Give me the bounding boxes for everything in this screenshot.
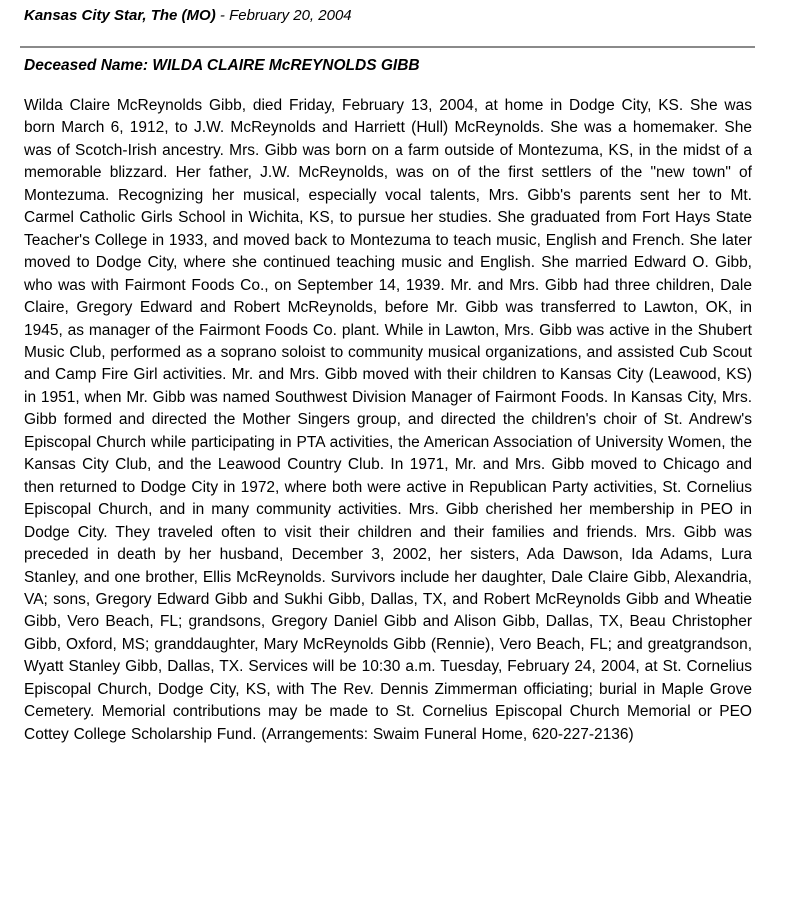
publication-name: Kansas City Star, The (MO)	[24, 7, 216, 24]
deceased-name-heading: Deceased Name: WILDA CLAIRE McREYNOLDS GIBB	[24, 57, 420, 74]
header-divider	[20, 46, 755, 48]
publication-date: February 20, 2004	[229, 7, 352, 24]
obituary-text: Wilda Claire McReynolds Gibb, died Friday, February 13, 2004, at home in Dodge City, KS. She was born March 6, 1912, to J.W. McReynolds and Harriett (Hull) McReynolds. She was a homemaker. She was of Scotch-Irish ancestry. Mrs. Gibb was born on a farm outside of Montezuma, KS, in the midst of a memorable blizzard. Her father, J.W. McReynolds, was on of the first settlers of the "new town" of Montezuma. Recognizing her musical, especially vocal talents, Mrs. Gibb's parents sent her to Mt. Carmel Catholic Girls School in Wichita, KS, to pursue her studies. She graduated from Fort Hays State Teacher's College in 1933, and moved back to Montezuma to teach music, English and French. She later moved to Dodge City, where she continued teaching music and English. She married Edward O. Gibb, who was with Fairmont Foods Co., on September 14, 1939. Mr. and Mrs. Gibb had three children, Dale Claire, Gregory Edward and Robert McReynolds, before Mr. Gibb was transferred to Lawton, OK, in 1945, as manager of the Fairmont Foods Co. plant. While in Lawton, Mrs. Gibb was active in the Shubert Music Club, performed as a soprano soloist to community musical organizations, and assisted Cub Scout and Camp Fire Girl activities. Mr. and Mrs. Gibb moved with their children to Kansas City (Leawood, KS) in 1951, when Mr. Gibb was named Southwest Division Manager of Fairmont Foods. In Kansas City, Mrs. Gibb formed and directed the Mother Singers group, and directed the children's choir of St. Andrew's Episcopal Church while participating in PTA activities, the American Association of University Women, the Kansas City Club, and the Leawood Country Club. In 1971, Mr. and Mrs. Gibb moved to Chicago and then returned to Dodge City in 1972, where both were active in Republican Party activities, St. Cornelius Episcopal Church, and in many community activities. Mrs. Gibb cherished her membership in PEO in Dodge City. They traveled often to visit their children and their families and friends. Mrs. Gibb was preceded in death by her husband, December 3, 2002, her sisters, Ada Dawson, Ida Adams, Lura Stanley, and one brother, Ellis McReynolds. Survivors include her daughter, Dale Claire Gibb, Alexandria, VA; sons, Gregory Edward Gibb and Sukhi Gibb, Dallas, TX, and Robert McReynolds Gibb and Wheatie Gibb, Vero Beach, FL; grandsons, Gregory Daniel Gibb and Alison Gibb, Dallas, TX, Beau Christopher Gibb, Oxford, MS; granddaughter, Mary McReynolds Gibb (Rennie), Vero Beach, FL; and greatgrandson, Wyatt Stanley Gibb, Dallas, TX. Services will be 10:30 a.m. Tuesday, February 24, 2004, at St. Cornelius Episcopal Church, Dodge City, KS, with The Rev. Dennis Zimmerman officiating; burial in Maple Grove Cemetery. Memorial contributions may be made to St. Cornelius Episcopal Church Memorial or PEO Cottey College Scholarship Fund. (Arrangements: Swaim Funeral Home, 620-227-2136)	[24, 97, 752, 743]
publication-separator: -	[215, 7, 230, 24]
source-line	[24, 6, 352, 26]
